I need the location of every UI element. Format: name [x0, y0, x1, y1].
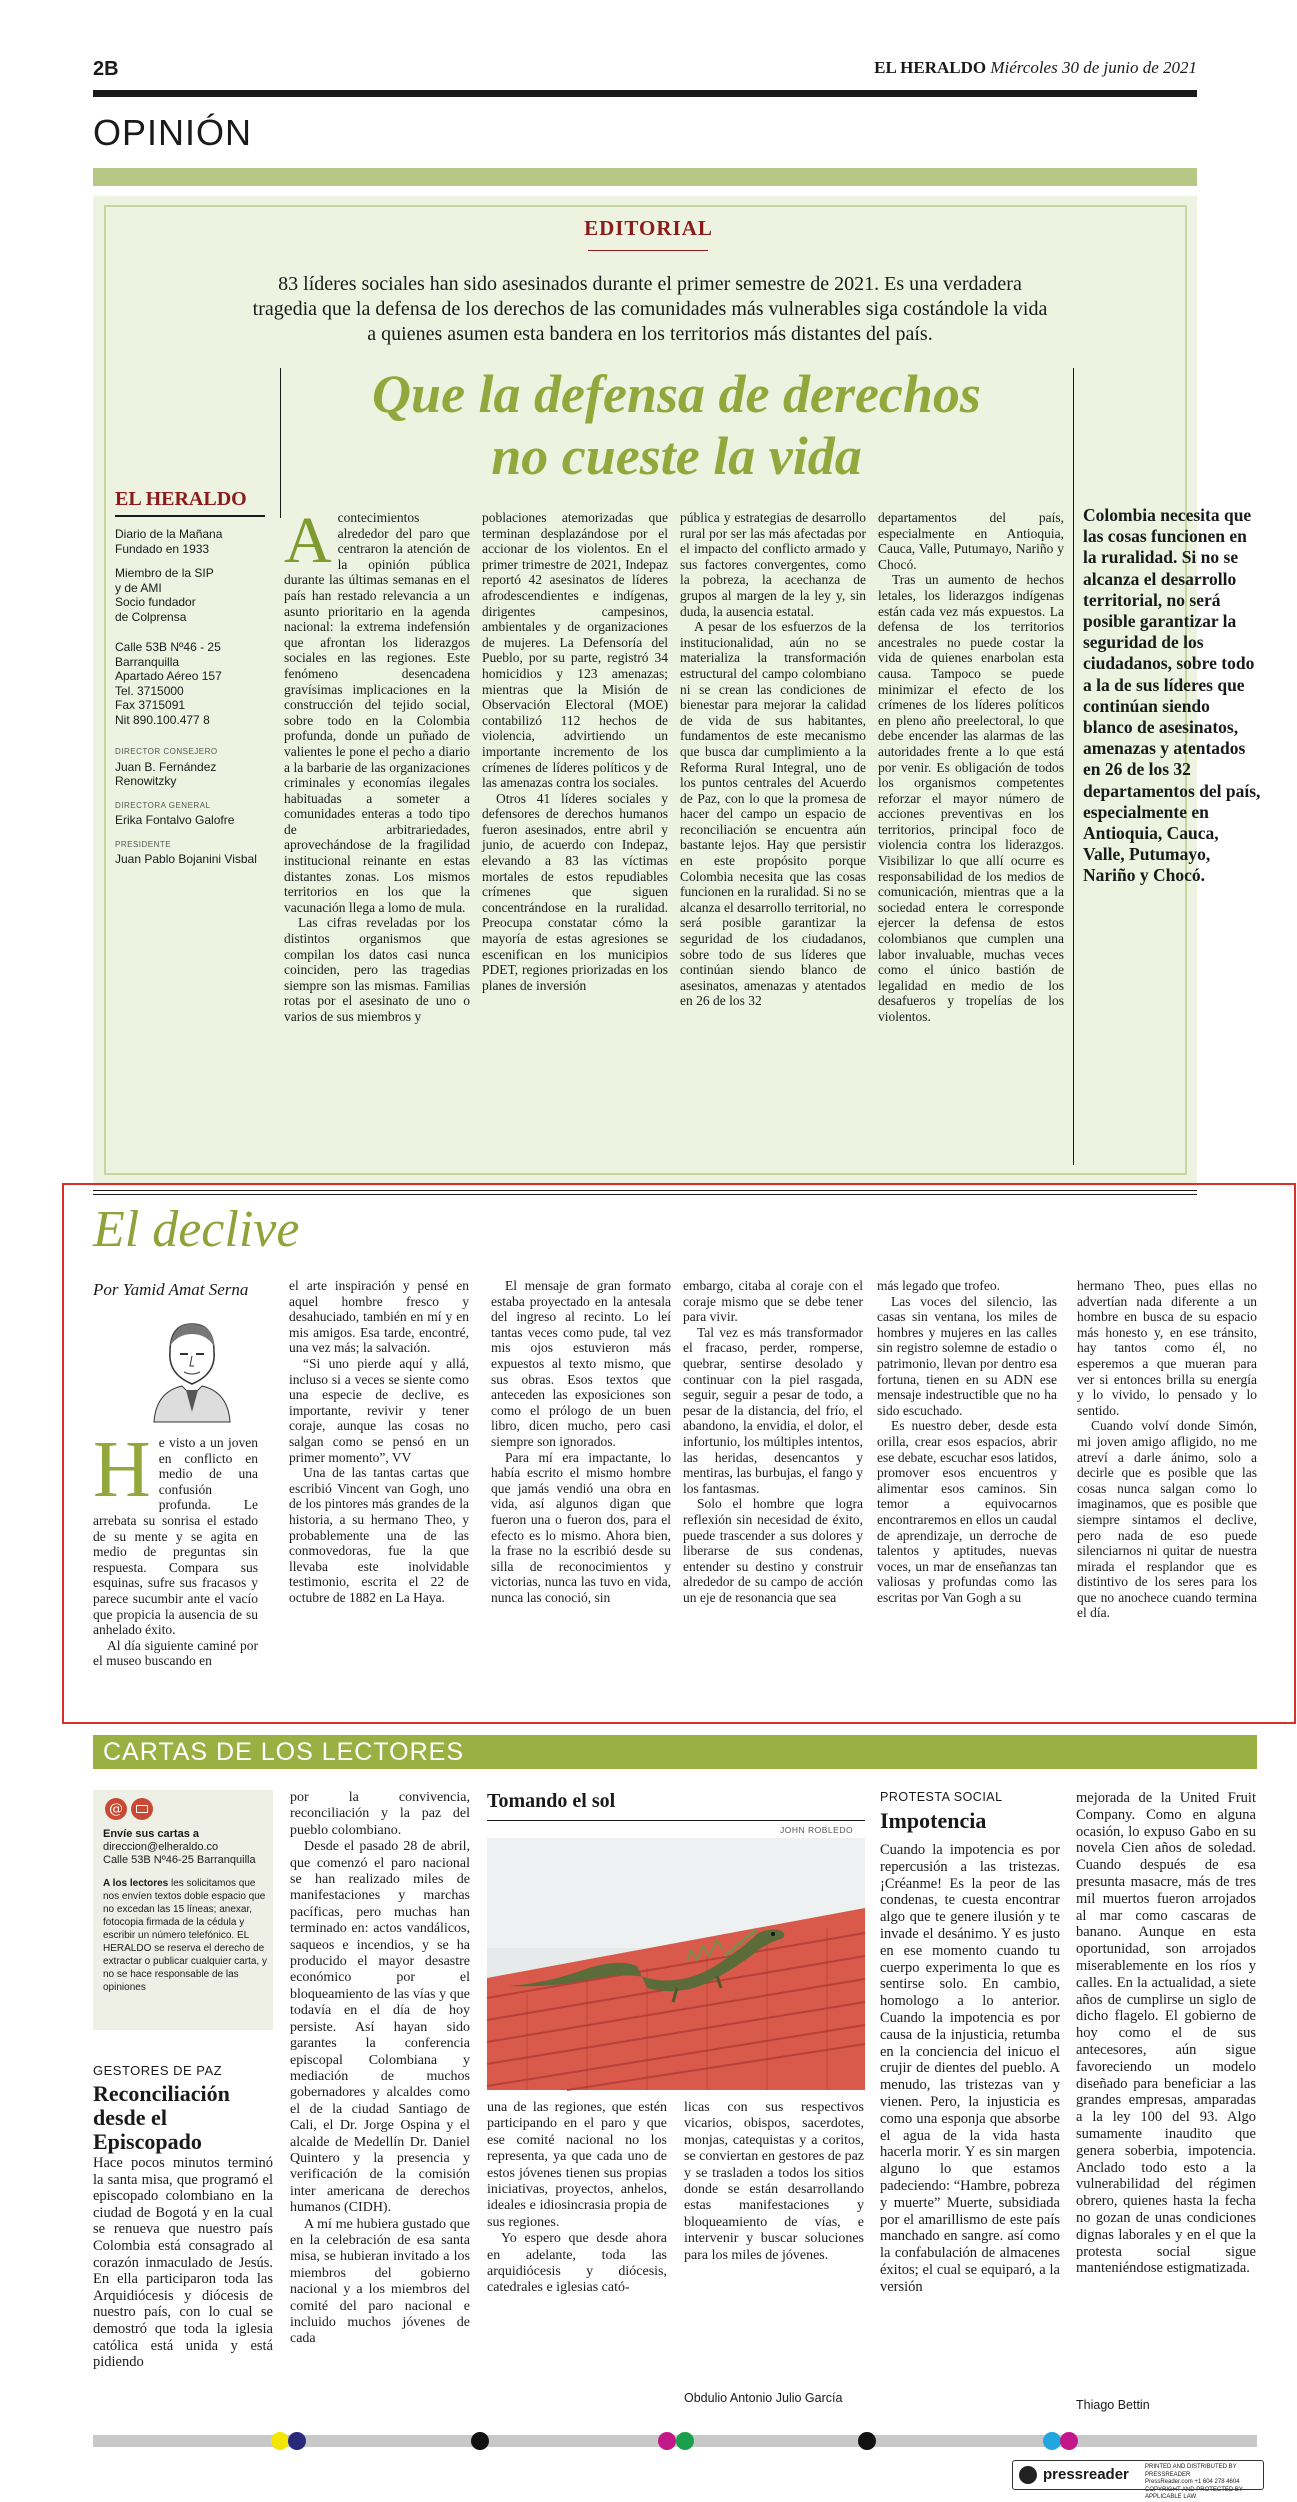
- letter1-continued: por la convivencia, reconciliación y la paz del pueblo colombiano. Desde el pasado 28 de abril, que comenzó el paro nacional se han realizado miles de manifestaciones y marchas pacíficas, pero muchas han terminado en: actos vandálicos, saqueos e incendios, y se ha producido el mayor desastre económico por el bloqueamiento de las vías y que todavía en el día de hoy persiste. Así hayan sido garantes la conferencia episcopal Colombiana y mediación de muchos gobernadores y alcaldes como el de la ciudad Santiago de Cali, el Dr. Jorge Ospina y el alcalde de Medellín Dr. Daniel Quintero y la presencia y verificación de la comisión inter americana de derechos humanos (CIDH). A mí me hubiera gustado que en la celebración de esa santa misa, se hubieran invitado a los miembros del gobierno nacional y a los miembros del comité del paro nacional e incluido muchos jóvenes de cada: [290, 1790, 470, 2347]
- letter1-column-5: licas con sus respectivos vicarios, obispos, sacerdotes, monjas, catequistas y a coritos, se conviertan en gestores de paz y se trasladen a todos los sitios donde se están desarrollando estas manifestaciones y bloqueamiento de vías, e intervenir y buscar soluciones para los miles de jóvenes.: [684, 2100, 864, 2263]
- photo-title: Tomando el sol: [487, 1790, 616, 1812]
- headline-line-1: Que la defensa de derechos: [372, 364, 981, 424]
- letter1-signature: Obdulio Antonio Julio García: [684, 2391, 843, 2405]
- editorial-column-1: A contecimientos alrededor del paro que centraron la atención de la opinión pública durante las últimas semanas en el país han restado relevancia a un asunto prioritario en la agenda nacional: la extrema indefensión que afrontan los liderazgos sociales en las regiones. Este fenómeno desencadena gravísimas implicaciones en la construcción del tejido social, sobre todo en la Colombia profunda, donde un puñado de valientes le pone el pecho a diario a la barbarie de las organizaciones criminales y economías ilegales habituadas a someter a comunidades enteras a todo tipo de arbitrariedades, aprovechándose de la fragilidad institucional reinante en estas distantes zonas. Los mismos territorios en los que la vacunación llega a lomo de mula. Las cifras reveladas por los distintos organismos que compilan los datos casi nunca coinciden, pero las tragedias siempre son las mismas. Familias rotas por el asesinato de uno o varios de sus miembros y: [284, 504, 470, 1024]
- editorial-column-3: pública y estrategias de desarrollo rural por ser las más afectadas por el impacto del conflicto armado y sus factores convergentes, como la pobreza, la acechanza de grupos al margen de la ley y, sin duda, la ausencia estatal. A pesar de los esfuerzos de la institucionalidad, aún no se materializa la transformación estructural del campo colombiano ni se crean las condiciones de bienestar para mejorar la calidad de vida de sus habitantes, fundamentos de este mecanismo que busca dar cumplimiento a la Reforma Rural Integral, uno de los puntos centrales del Acuerdo de Paz, con lo que la promesa de hacer del campo un espacio de reconciliación se encuentra aún bastante lejos. Hay que persistir en este propósito porque Colombia necesita que las cosas funcionen en la ruralidad. Si no se alcanza el desarrollo territorial, no será posible garantizar la seguridad de los ciudadanos, sobre todo de sus líderes que continúan siendo blanco de asesinatos, amenazas y atentados en 26 de los 32: [680, 510, 866, 1009]
- column-text-6: hermano Theo, pues ellas no advertían nada diferente a un hombre en busca de su espacio más honesto y, en ese tránsito, hay tantos como él, no esperemos a que mueran para ver si entonces brilla su energía y lo vivido, lo pensado y lo sentido. Cuando volví donde Simón, mi joven amigo afligido, no me atreví a darle ánimo, solo a decirle que es posible que las cosas nunca salgan como lo imaginamos, que es posible que siempre sintamos el declive, pero nada de eso puede silenciarnos ni quitar de nuestra mirada el resplandor que es distintivo de los seres para los que no anochece cuando termina el día.: [1077, 1278, 1257, 1621]
- editorial-kicker: EDITORIAL: [584, 216, 713, 240]
- column-title: El declive: [93, 1201, 300, 1258]
- pressreader-badge[interactable]: pressreader PRINTED AND DISTRIBUTED BY PRESSREADER PressReader.com +1 604 278 4604 COPYRIGHT AND PROTECTED BY APPLICABLE LAW: [1012, 2460, 1264, 2490]
- column-text-1: H e visto a un joven en conflicto en medio de una confusión profunda. Le arrebata su sonrisa el estado de su mente y se agita en medio de preguntas sin respuesta. Compara sus esquinas, sufre sus fracasos y parece sucumbir ante el vacío que propicia la ausencia de su anhelado éxito. Al día siguiente caminé por el museo buscando en: [93, 1426, 258, 1669]
- editorial-headline: [280, 363, 1073, 487]
- column-text-4: embargo, citaba al coraje con el coraje mismo que se debe tener para vivir. Tal vez es más transformador el fracaso, perder, romperse, quebrar, sentirse desolado y continuar con la piel rasgada, seguir, seguir a pesar de todo, a pesar de la distancia, del frío, el abandono, la envidia, el dolor, el infortunio, los múltiples intentos, las heridas, desencantos y mentiras, las burbujas, el fango y los fantasmas. Solo el hombre que logra reflexión sin necesidad de éxito, puede trascender a sus dolores y liberarse de sus condenas, entender su destino y construir alrededor de su campo de acción un eje de resonancia que sea: [683, 1278, 863, 1605]
- section-band: [93, 168, 1197, 186]
- letters-info-head: Envíe sus cartas a: [103, 1828, 200, 1840]
- letter2-continued: mejorada de la United Fruit Company. Como en alguna ocasión, lo expuso Gabo en su novela Cien años de soledad. Cuando después de esa presunta masacre, más de tres mil muertos fueron arrojados al mar como cascaras de banano. Aunque en esta oportunidad, son arrojados miserablemente en los ríos y calles. En la actualidad, a siete años de cumplirse un siglo de dicho flagelo. El gobierno de hoy como el de sus antecesores, aún sigue favoreciendo un modelo diseñado para beneficiar a las grandes empresas, amparadas a la ley 100 del 93. Algo sumamente inaudito que genera soberbia, impotencia. Anclado todo esto a la vulnerabilidad del régimen obrero, quienes hasta la fecha no gozan de unas condiciones dignas laborales y en el que la protesta social sigue manteniéndose estigmatizada.: [1076, 1790, 1256, 2277]
- newspaper-name: EL HERALDO: [874, 58, 987, 77]
- mail-icon: [131, 1798, 153, 1820]
- at-icon: @: [105, 1798, 127, 1820]
- editorial-summary: 83 líderes sociales han sido asesinados durante el primer semestre de 2021. Es una verdadera tragedia que la defensa de los derechos de las comunidades más vulnerables siga costándole la vida a quienes asumen esta bandera en los territorios más distantes del país.: [252, 273, 1048, 345]
- pullquote-rule: [1073, 505, 1074, 1165]
- column-top-rule-2: [93, 1194, 1197, 1195]
- pressreader-logo-icon: [1019, 2466, 1037, 2484]
- masthead-date-line: [874, 58, 1197, 78]
- letters-info-body: les solicitamos que nos envíen textos doble espacio que no excedan las 15 líneas; anexar, fotocopia firmada de la cédula y escribir un número telefónico. EL HERALDO se reserva el derecho de extractar o publicar cualquier carta, y no se hace responsable de las opiniones: [103, 1878, 267, 1993]
- page-number: 2B: [93, 58, 119, 80]
- letter2-signature: Thiago Bettin: [1076, 2398, 1150, 2412]
- column-top-rule: [93, 1190, 1197, 1191]
- masthead-block: [115, 488, 265, 867]
- column-dropcap: H: [93, 1426, 151, 1514]
- letters-section-title: CARTAS DE LOS LECTORES: [103, 1738, 464, 1766]
- iguana-photo: [487, 1838, 865, 2090]
- editorial-column-4: departamentos del país, especialmente en Antioquia, Cauca, Valle, Putumayo, Nariño y Chocó. Tras un aumento de hechos letales, los liderazgos indígenas están cada vez más expuestos. La defensa de los territorios ancestrales no puede costar la vida de quienes enarbolan esta causa. Tampoco se puede minimizar el efecto de los crímenes de los líderes políticos en pleno año preelectoral, lo que debe encender las alarmas de las autoridades frente a lo que está por venir. Es obligación de todos los organismos competentes reforzar el mayor número de acciones preventivas en los territorios, principal foco de violencia contra los liderazgos. Visibilizar lo que allí ocurre es responsabilidad de los medios de comunicación, mientras que a la sociedad entera le corresponde ejercer la defensa de estos colombianos que cumplen una labor invaluable, muchas veces como el único bastión de legalidad en medio de los desafueros y tropelías de los violentos.: [878, 510, 1064, 1024]
- letter1-title: Reconciliación desde el Episcopado: [93, 2081, 230, 2154]
- column-byline: Por Yamid Amat Serna: [93, 1280, 249, 1299]
- headline-line-2: no cueste la vida: [491, 426, 862, 486]
- editorial-pullquote: Colombia necesita que las cosas funcionen en la ruralidad. Si no se alcanza el desarrollo territorial, no será posible garantizar la seguridad de los ciudadanos, sobre todo a la de sus líderes que continúan siendo blanco de asesinatos, amenazas y atentados en 26 de los 32 departamentos del país, especialmente en Antioquia, Cauca, Valle, Putumayo, Nariño y Chocó.: [1083, 505, 1261, 886]
- photo-rule: [487, 1820, 865, 1821]
- editorial-column-2: poblaciones atemorizadas que terminan desplazándose por el accionar de los violentos. En el primer trimestre de 2021, Indepaz reportó 42 asesinatos de líderes afrodescendientes e indígenas, dirigentes campesinos, ambientales y de organizaciones de mujeres. La Defensoría del Pueblo, por su parte, registró 34 homicidios y 123 amenazas; mientras que la Misión de Observación Electoral (MOE) contabilizó 112 hechos de violencia, advirtiendo un importante incremento de los crímenes de líderes políticos y de las amenazas contra los sociales. Otros 41 líderes sociales y defensores de derechos humanos fueron asesinados, entre abril y junio, de acuerdo con Indepaz, elevando a 83 las víctimas mortales de estos repudiables crímenes que siguen concentrándose en la ruralidad. Preocupa constatar cómo la mayoría de estas agresiones se escenifican en los municipios PDET, regiones priorizadas en los planes de inversión: [482, 510, 668, 993]
- masthead-logo: EL HERALDO: [115, 488, 247, 510]
- column-text-3: El mensaje de gran formato estaba proyectado en la antesala del ingreso al recinto. Lo leí tantas veces como pude, tal vez mis ojos estuvieron más expuestos al texto mismo, que sus obras. Esos textos que anteceden las exposiciones son como el prólogo de un buen libro, dicen mucho, pero casi siempre son ignorados. Para mí era impactante, lo había escrito el mismo hombre que jamás vendió una obra en vida, así algunos digan que fueron una o fueron dos, para el efecto es lo mismo. Ahora bien, la frase no la escribió desde su silla de reconocimientos y victorias, nunca las tuvo en vida, nunca las conoció, sin: [491, 1278, 671, 1605]
- column-text-5: más legado que trofeo. Las voces del silencio, las casas sin ventana, los miles de hombres y mujeres en las calles sin registro solemne de estadio o patrimonio, llevan por dentro esa fortuna, tienen en su ADN ese mensaje indestructible que no ha sido escuchado. Es nuestro deber, desde esta orilla, crear esos espacios, abrir ese debate, escuchar esos latidos, promover esos encuentros y alimentar esos caminos. Sin temor a equivocarnos encontraremos en ellos un caudal de aprendizaje, un derroche de talentos y aptitudes, nuevas voces, un mar de enseñanzas tan valiosas y profundas como las escritas por Van Gogh a su: [877, 1278, 1057, 1605]
- letter1-column-4: una de las regiones, que estén participando en el paro y que ese comité nacional no los representa, ya que cada uno de estos jóvenes tienen sus propias iniciativas, proyectos, anhelos, ideales e idiosincrasia propia de sus regiones. Yo espero que desde ahora en adelante, toda las arquidiócesis y diócesis, catedrales e iglesias cató-: [487, 2100, 667, 2296]
- header-rule: [93, 90, 1197, 97]
- letter2-text: Cuando la impotencia es por repercusión a las tristezas. ¡Créanme! Es la peor de las condenas, te cuesta encontrar algo que te genere ilusión y te invade el desánimo. Y es justo en ese momento cuando tu cuerpo experimenta lo que es sentirse solo. En cambio, homologo a lo anterior. Cuando la impotencia es por causa de la injusticia, retumba en la conciencia del inicuo el crujir de dientes del pueblo. A menudo, las tristezas van y vienen. Pero, la injusticia es como una esponja que absorbe el agua de la vida hasta hacerla morir. Y es sin margen alguno lo que estamos padeciendo: “Hambre, pobreza y muerte” Muerte, subsidiada por el amarillismo de este país manchado en sangre. así como la confabulación de almacenes éxitos; el cual se equiparó, a la versión: [880, 1842, 1060, 2295]
- print-color-bar: [93, 2435, 1257, 2447]
- pressreader-brand: pressreader: [1043, 2466, 1129, 2483]
- headline-rule-right: [1073, 368, 1074, 518]
- letter2-title: Impotencia: [880, 1808, 987, 1833]
- section-title: OPINIÓN: [93, 112, 253, 153]
- column-text-2: el arte inspiración y pensé en aquel hombre fresco y desahuciado, también en mí y en mis amigos. Esa tarde, encontré, una vez más; la salvación. “Si uno pierde aquí y allá, incluso si a veces se siente como una especie de declive, es importante, revivir y tener coraje, aunque las cosas no salgan como se pensó en un primer momento”, VV Una de las tantas cartas que escribió Vincent van Gogh, uno de los pintores más grandes de la historia, a su hermano Theo, y probablemente una de las conmovedoras, fue la que llevaba este inolvidable testimonio, escrita el 22 de octubre de 1882 en La Haya.: [289, 1278, 469, 1605]
- editorial-dropcap: A: [284, 504, 332, 577]
- author-portrait-icon: [140, 1312, 240, 1422]
- masthead-info: Diario de la Mañana Fundado en 1933 Miembro de la SIP y de AMI Socio fundador de Colprensa Calle 53B Nº46 - 25 Barranquilla Apartado Aéreo 157 Tel. 3715000 Fax 3715091 Nit 890.100.477 8 DIRECTOR CONSEJERO Juan B. Fernández Renowitzky DIRECTORA GENERAL Erika Fontalvo Galofre PRESIDENTE Juan Pablo Bojanini Visbal: [115, 527, 257, 866]
- letter2-kicker: PROTESTA SOCIAL: [880, 1790, 1003, 1804]
- issue-date: Miércoles 30 de junio de 2021: [990, 58, 1197, 77]
- kicker-rule: [588, 250, 708, 251]
- letters-address: Calle 53B Nº46-25 Barranquilla: [103, 1854, 256, 1866]
- letter1-text: Hace pocos minutos terminó la santa misa, que programó el episcopado colombiano en la ciudad de Bogotá y en la cual se renueva que nuestro país Colombia está consagrado al corazón inmaculado de Jesús. En ella participaron toda las Arquidiócesis y diócesis de nuestro país, con lo cual se demostró que toda la iglesia católica está unida y está pidiendo: [93, 2155, 273, 2371]
- photo-credit: JOHN ROBLEDO: [780, 1825, 854, 1835]
- letters-email: direccion@elheraldo.co: [103, 1841, 219, 1853]
- letter1-kicker: GESTORES DE PAZ: [93, 2063, 223, 2078]
- letters-info-box: @ Envíe sus cartas a direccion@elheraldo.co Calle 53B Nº46-25 Barranquilla A los lectores les solicitamos que nos envíen textos doble espacio que no excedan las 15 líneas; anexar, fotocopia firmada de la cédula y escribir un número telefónico. EL HERALDO se reserva el derecho de extractar o publicar cualquier carta, y no se hace responsable de las opiniones: [93, 1790, 273, 2030]
